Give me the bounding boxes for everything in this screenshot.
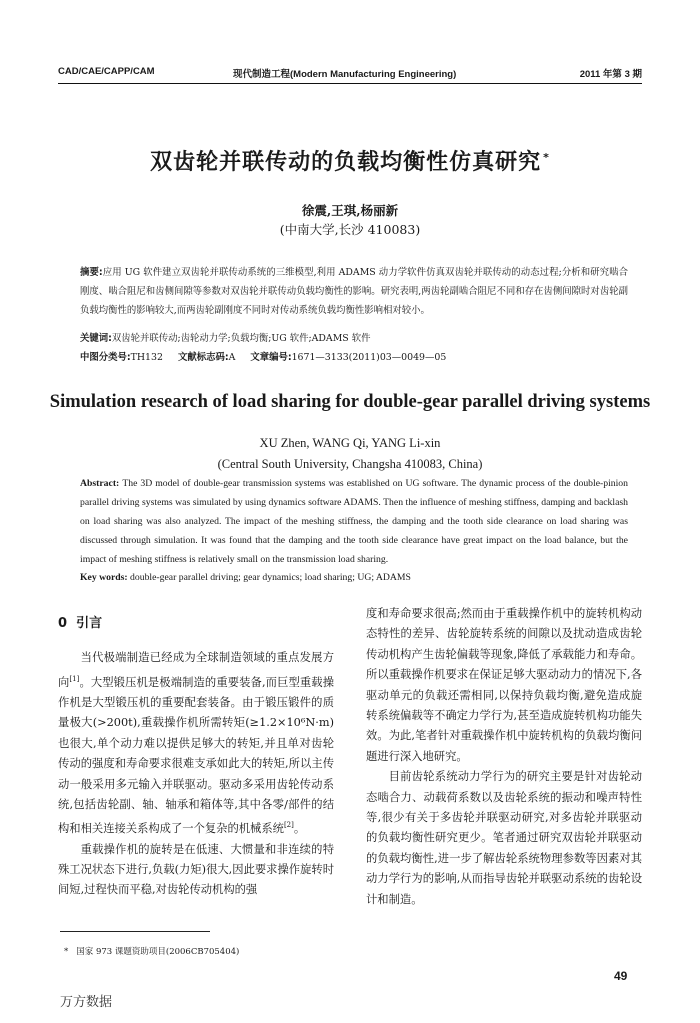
abstract-cn-text: 应用 UG 软件建立双齿轮并联传动系统的三维模型,利用 ADAMS 动力学软件仿真双齿轮并联传动的动态过程;分析和研究啮合刚度、啮合阻尼和齿侧间隙等参数对双齿轮并联传动负载均衡性的影响。研究表明,两齿轮副啮合阻尼不同和存在齿侧间隙时对齿轮副负载均衡性的影响较大,而两齿轮副刚度不同时对传动系统负载均衡性影响相对较小。 [80, 267, 628, 316]
keywords-cn-text: 双齿轮并联传动;齿轮动力学;负载均衡;UG 软件;ADAMS 软件 [111, 333, 371, 344]
authors-en: XU Zhen, WANG Qi, YANG Li-xin [259, 436, 441, 450]
watermark: 万方数据 [60, 995, 113, 1010]
abstract-en-label: Abstract: [80, 478, 120, 489]
paragraph: 当代极端制造已经成为全球制造领域的重点发展方向[1]。大型锻压机是极端制造的重要装备,而巨型重载操作机是大型锻压机的重要配套装备。由于锻压锻件的质量极大(>200t),重载操作机所需转矩(≥1.2×10⁶N·m)也很大,单个动力难以提供足够大的转矩,并且单对齿轮传动的强度和寿命要求很难支承如此大的转矩,所以主传动一般采用多元输入并联驱动。驱动多采用齿轮传动系统,包括齿轮副、轴、轴承和箱体等,其中各零/部件的结构和相关连接关系构成了一个复杂的机械系统[2]。 [58, 651, 334, 836]
header-issue: 2011 年第 3 期 [579, 69, 642, 80]
body-column-right [366, 604, 642, 910]
citation-ref: [1] [69, 674, 80, 683]
abstract-en [80, 474, 628, 569]
affiliation-en: (Central South University, Changsha 410083, China) [217, 457, 483, 471]
classification-cn: 中图分类号:TH132 文献标志码:A 文章编号:1671—3133(2011)03—0049—05 [80, 352, 447, 363]
page-number: 49 [614, 969, 628, 983]
abstract-cn [80, 263, 628, 320]
paragraph: 度和寿命要求很高;然而由于重载操作机中的旋转机构动态特性的差异、齿轮旋转系统的间隙以及扰动造成齿轮传动机构产生齿轮偏载等现象,降低了承载能力和寿命。所以重载操作机要求在保证足够大驱动动力的情况下,各驱动单元的负载还需相同,以保持负载均衡,避免造成旋转系统偏载等不确定力学行为,甚至造成旋转机构功能失效。为此,笔者针对重载操作机中旋转机构的负载均衡问题进行深入地研究。 [366, 607, 642, 763]
paragraph: 重载操作机的旋转是在低速、大惯量和非连续的特殊工况状态下进行,负载(力矩)很大,因此要求操作旋转时间短,过程快而平稳,对齿轮传动机构的强 [58, 842, 334, 897]
header-rule [58, 83, 642, 84]
keywords-en-label: Key words: [80, 572, 128, 583]
keywords-en [80, 569, 628, 587]
citation-ref: [2] [283, 821, 294, 830]
paper-title-cn: 双齿轮并联传动的负载均衡性仿真研究 * [150, 150, 550, 175]
authors-cn: 徐震,王琪,杨丽新 [301, 203, 399, 218]
affiliation-cn: (中南大学,长沙 410083) [279, 222, 421, 237]
header-section: CAD/CAE/CAPP/CAM [58, 66, 155, 77]
funding-mark: * [543, 150, 550, 164]
keywords-cn-label: 关键词: [80, 333, 112, 344]
paragraph: 目前齿轮系统动力学行为的研究主要是针对齿轮动态啮合力、动载荷系数以及齿轮系统的振动和噪声特性等,很少有关于多齿轮并联驱动研究,对多齿轮并联驱动的负载均衡性研究更少。笔者通过研究双齿轮并联驱动的负载均衡性,进一步了解齿轮系统物理参数等因素对其动力学行为的影响,从而指导齿轮并联驱动系统的齿轮设计和制造。 [366, 770, 642, 906]
keywords-cn [80, 330, 628, 348]
section-heading-intro: 0 引言 [58, 616, 103, 631]
keywords-en-text: double-gear parallel driving; gear dynamics; load sharing; UG; ADAMS [130, 572, 411, 583]
paper-title-en: Simulation research of load sharing for double-gear parallel driving systems [49, 392, 651, 412]
header-journal: 现代制造工程(Modern Manufacturing Engineering) [233, 69, 457, 80]
footnote-rule [60, 931, 210, 932]
running-header [58, 66, 642, 82]
footnote: * 国家 973 课题资助项目(2006CB705404) [64, 947, 240, 957]
abstract-en-text: The 3D model of double-gear transmission systems was established on UG software. The dynamic process of the double-pinion parallel driving systems was simulated by using dynamics software ADAMS. Then the influence of meshing stiffness, damping and backlash on load sharing was also analyzed. The impact of the meshing stiffness, the damping and the tooth side clearance on load sharing was discussed through simulation. It was found that the damping and the tooth side clearance have great impact on the load balance, but the impact of meshing stiffness is relatively small on the transmission load sharing. [80, 478, 628, 565]
body-column-left [58, 604, 334, 901]
abstract-cn-label: 摘要: [80, 267, 103, 278]
